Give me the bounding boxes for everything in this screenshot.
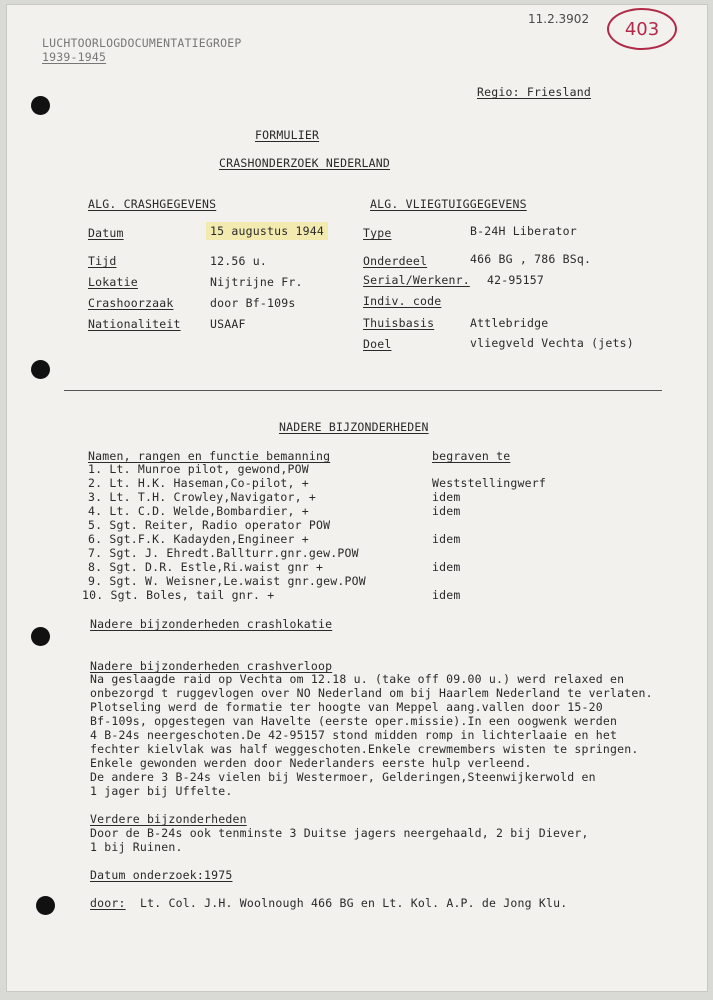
course-line: fechter kielvlak was half weggeschoten.Enkele crewmembers wisten te springen. (90, 742, 639, 756)
punch-hole-1 (31, 96, 50, 115)
course-line: Na geslaagde raid op Vechta om 12.18 u. (take off 09.00 u.) werd relaxed en (90, 672, 625, 686)
plane-label-indiv-code: Indiv. code (363, 294, 442, 308)
further-details-header: Verdere bijzonderheden (90, 812, 247, 826)
crash-value-date: 15 augustus 1944 (206, 222, 328, 240)
punch-hole-3 (31, 627, 50, 646)
crew-line: 1. Lt. Munroe pilot, gewond,POW (88, 462, 309, 476)
plane-label-home-base: Thuisbasis (363, 316, 435, 330)
crew-line: 10. Sgt. Boles, tail gnr. + (82, 588, 275, 602)
crash-section-header: ALG. CRASHGEGEVENS (88, 197, 217, 211)
crew-line: 5. Sgt. Reiter, Radio operator POW (88, 518, 331, 532)
buried-header: begraven te (432, 449, 511, 463)
crew-line: 2. Lt. H.K. Haseman,Co-pilot, + (88, 476, 309, 490)
plane-value-target: vliegveld Vechta (jets) (470, 336, 634, 350)
org-years: 1939-1945 (42, 50, 107, 64)
course-line: Plotseling werd de formatie ter hoogte van Meppel aang.vallen door 15-20 (90, 700, 603, 714)
crash-value-location: Nijtrijne Fr. (210, 275, 303, 289)
crew-buried: Weststellingwerf (432, 476, 546, 490)
investigators-label: door: (90, 896, 126, 910)
form-subtitle: CRASHONDERZOEK NEDERLAND (219, 156, 390, 170)
plane-value-home-base: Attlebridge (470, 316, 549, 330)
plane-value-unit: 466 BG , 786 BSq. (470, 252, 592, 266)
crash-label-date: Datum (88, 226, 124, 240)
crew-buried: idem (432, 504, 461, 518)
crew-line: 4. Lt. C.D. Welde,Bombardier, + (88, 504, 309, 518)
crew-buried: idem (432, 490, 461, 504)
course-line: 4 B-24s neergeschoten.De 42-95157 stond midden romp in lichterlaaie en het (90, 728, 618, 742)
investigation-date: Datum onderzoek:1975 (90, 868, 233, 882)
crash-value-nationality: USAAF (210, 317, 246, 331)
region: Regio: Friesland (477, 85, 591, 99)
crash-label-cause: Crashoorzaak (88, 296, 174, 310)
plane-value-type: B-24H Liberator (470, 224, 577, 238)
crew-line: 3. Lt. T.H. Crowley,Navigator, + (88, 490, 316, 504)
crash-course-header: Nadere bijzonderheden crashverloop (90, 659, 333, 673)
course-line: 1 jager bij Uffelte. (90, 784, 233, 798)
plane-label-serial: Serial/Werkenr. (363, 273, 470, 287)
plane-value-serial: 42-95157 (487, 273, 544, 287)
crash-value-cause: door Bf-109s (210, 296, 296, 310)
form-title: FORMULIER (255, 128, 320, 142)
crash-label-time: Tijd (88, 254, 117, 268)
crew-buried: idem (432, 532, 461, 546)
crew-buried: idem (432, 560, 461, 574)
circled-page-number: 403 (607, 8, 677, 50)
course-line: Bf-109s, opgestegen van Havelte (eerste oper.missie).In een oogwenk werden (90, 714, 618, 728)
course-line: Enkele gewonden werden door Nederlanders eerste hulp verleend. (90, 756, 532, 770)
crash-label-location: Lokatie (88, 275, 138, 289)
section-divider (64, 390, 662, 391)
org-name: LUCHTOORLOGDOCUMENTATIEGROEP (42, 36, 242, 50)
crew-line: 8. Sgt. D.R. Estle,Ri.waist gnr + (88, 560, 324, 574)
plane-label-unit: Onderdeel (363, 254, 428, 268)
crew-line: 9. Sgt. W. Weisner,Le.waist gnr.gew.POW (88, 574, 366, 588)
crew-buried: idem (432, 588, 461, 602)
punch-hole-4 (36, 896, 55, 915)
punch-hole-2 (31, 360, 50, 379)
crash-value-time: 12.56 u. (210, 254, 267, 268)
further-line: 1 bij Ruinen. (90, 840, 183, 854)
crew-line: 6. Sgt.F.K. Kadayden,Engineer + (88, 532, 309, 546)
crew-line: 7. Sgt. J. Ehredt.Ballturr.gnr.gew.POW (88, 546, 359, 560)
crash-label-nationality: Nationaliteit (88, 317, 181, 331)
course-line: onbezorgd t ruggevlogen over NO Nederland om bij Haarlem Nederland te verlaten. (90, 686, 653, 700)
archive-number: 11.2.3902 (528, 12, 590, 26)
plane-label-target: Doel (363, 337, 392, 351)
further-line: Door de B-24s ook tenminste 3 Duitse jagers neergehaald, 2 bij Diever, (90, 826, 589, 840)
course-line: De andere 3 B-24s vielen bij Westermoer, Gelderingen,Steenwijkerwold en (90, 770, 596, 784)
plane-section-header: ALG. VLIEGTUIGGEGEVENS (370, 197, 527, 211)
crash-location-header: Nadere bijzonderheden crashlokatie (90, 617, 333, 631)
plane-label-type: Type (363, 226, 392, 240)
details-title: NADERE BIJZONDERHEDEN (279, 420, 429, 434)
crew-header: Namen, rangen en functie bemanning (88, 449, 331, 463)
investigators-text: Lt. Col. J.H. Woolnough 466 BG en Lt. Kol. A.P. de Jong Klu. (140, 896, 568, 910)
